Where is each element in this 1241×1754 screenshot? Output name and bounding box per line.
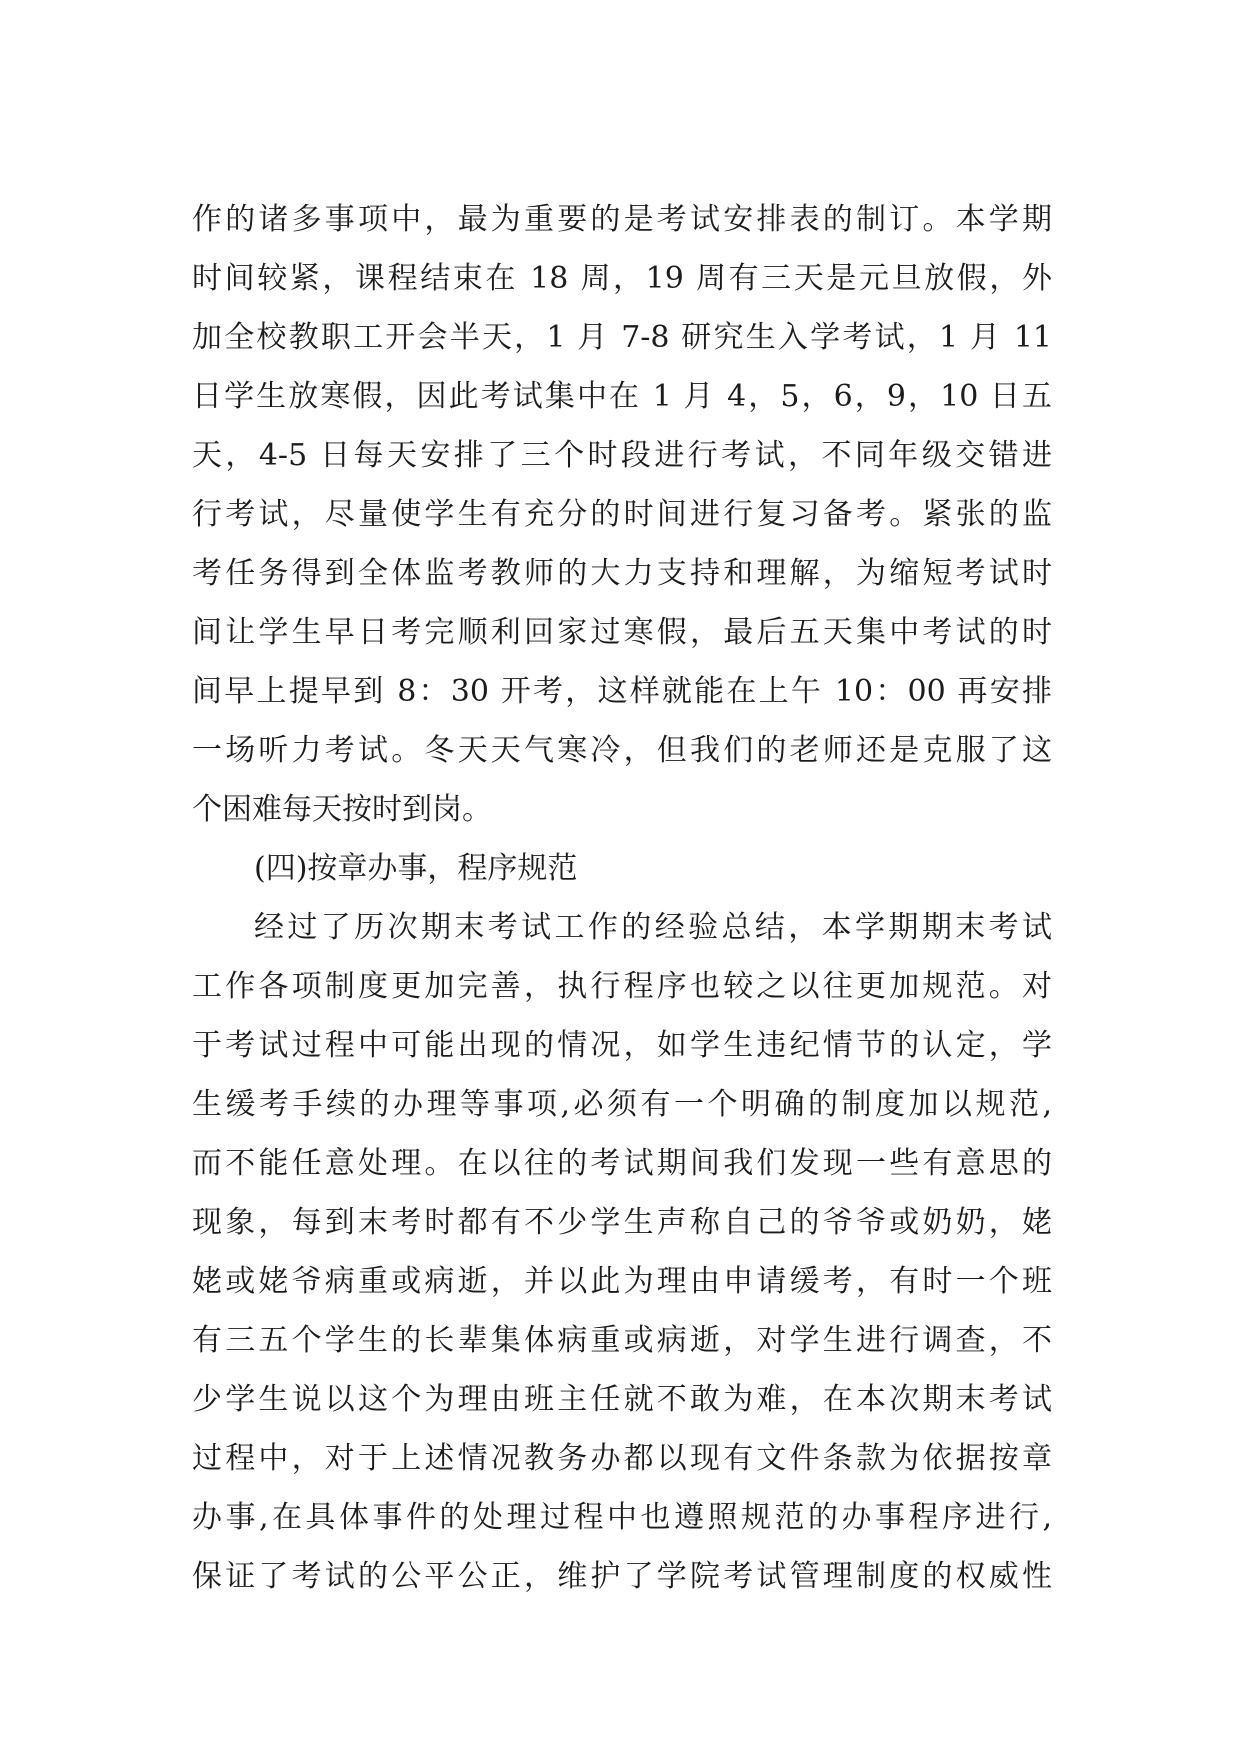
text-line: 个困难每天按时到岗。: [192, 792, 492, 827]
text-line: 少学生说以这个为理由班主任就不敢为难，在本次期末考试: [192, 1382, 1052, 1417]
text-line: 姥或姥爷病重或病逝，并以此为理由申请缓考，有时一个班: [192, 1264, 1052, 1299]
text-line: 一场听力考试。冬天天气寒冷，但我们的老师还是克服了这: [192, 733, 1052, 768]
section-heading: (四)按章办事，程序规范: [254, 851, 578, 886]
text-line: 日学生放寒假，因此考试集中在 1 月 4，5，6，9，10 日五: [192, 379, 1052, 414]
text-line: 行考试，尽量使学生有充分的时间进行复习备考。紧张的监: [192, 497, 1052, 532]
text-line: 现象，每到末考时都有不少学生声称自己的爷爷或奶奶，姥: [192, 1205, 1052, 1240]
text-line: 工作各项制度更加完善，执行程序也较之以往更加规范。对: [192, 969, 1052, 1004]
text-line: 时间较紧，课程结束在 18 周，19 周有三天是元旦放假，外: [192, 261, 1052, 296]
text-line: 办事,在具体事件的处理过程中也遵照规范的办事程序进行,: [192, 1500, 1052, 1535]
text-line: 间让学生早日考完顺利回家过寒假，最后五天集中考试的时: [192, 615, 1052, 650]
text-line: 考任务得到全体监考教师的大力支持和理解，为缩短考试时: [192, 556, 1052, 591]
text-line: 保证了考试的公平公正，维护了学院考试管理制度的权威性: [192, 1559, 1052, 1594]
text-line: 天，4-5 日每天安排了三个时段进行考试，不同年级交错进: [192, 438, 1052, 473]
text-line: 于考试过程中可能出现的情况，如学生违纪情节的认定，学: [192, 1028, 1052, 1063]
document-body: [192, 190, 1052, 1606]
text-line: 过程中，对于上述情况教务办都以现有文件条款为依据按章: [192, 1441, 1052, 1476]
text-line: 作的诸多事项中，最为重要的是考试安排表的制订。本学期: [192, 202, 1052, 237]
paragraph-exam-schedule: [192, 190, 1052, 839]
text-line: 经过了历次期末考试工作的经验总结，本学期期末考试: [254, 910, 1052, 945]
text-line: 有三五个学生的长辈集体病重或病逝，对学生进行调查，不: [192, 1323, 1052, 1358]
text-line: 而不能任意处理。在以往的考试期间我们发现一些有意思的: [192, 1146, 1052, 1181]
text-line: 加全校教职工开会半天，1 月 7-8 研究生入学考试，1 月 11: [192, 320, 1052, 355]
text-line: 生缓考手续的办理等事项,必须有一个明确的制度加以规范,: [192, 1087, 1052, 1122]
paragraph-procedures: [192, 898, 1052, 1606]
text-line: 间早上提早到 8：30 开考，这样就能在上午 10：00 再安排: [192, 674, 1052, 709]
